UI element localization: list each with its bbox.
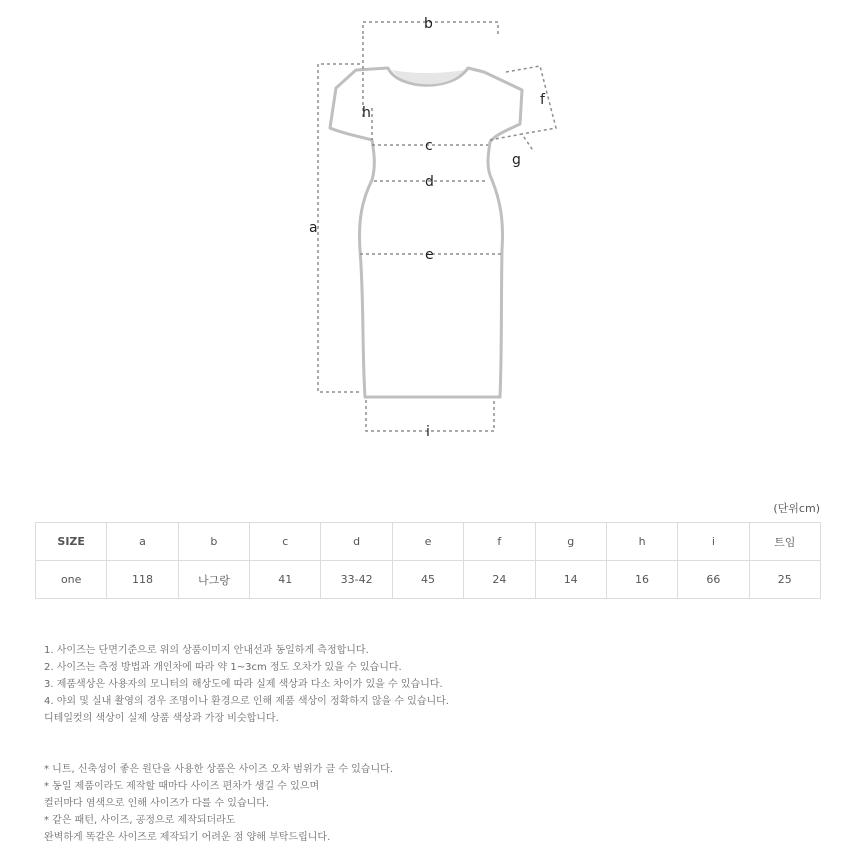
label-d: d (425, 174, 434, 190)
note-line: 디테일컷의 색상이 실제 상품 색상과 가장 비슷합니다. (44, 713, 279, 724)
cell-i: 66 (678, 561, 749, 599)
cell-a: 118 (107, 561, 178, 599)
label-f: f (540, 92, 545, 108)
unit-label: (단위cm) (773, 502, 820, 515)
table-row (36, 561, 821, 599)
size-table-header-row (36, 523, 821, 561)
note-line: 2. 사이즈는 측정 방법과 개인차에 따라 약 1~3cm 정도 오차가 있을 수 있습니다. (44, 662, 402, 673)
header-f: f (464, 523, 535, 561)
size-table (35, 522, 821, 599)
cell-c: 41 (250, 561, 321, 599)
note-line: * 니트, 신축성이 좋은 원단을 사용한 상품은 사이즈 오차 범위가 클 수 있습니다. (44, 764, 393, 775)
label-e: e (425, 247, 434, 263)
note-line: 4. 야외 및 실내 촬영의 경우 조명이나 환경으로 인해 제품 색상이 정확하지 않을 수 있습니다. (44, 696, 449, 707)
header-i: i (678, 523, 749, 561)
header-d: d (321, 523, 392, 561)
header-a: a (107, 523, 178, 561)
header-c: c (250, 523, 321, 561)
note-line: 컬러마다 염색으로 인해 사이즈가 다를 수 있습니다. (44, 798, 270, 809)
header-slit: 트임 (749, 523, 820, 561)
label-i: i (426, 424, 430, 440)
note-line: 완벽하게 똑같은 사이즈로 제작되기 어려운 점 양해 부탁드립니다. (44, 832, 331, 843)
header-b: b (178, 523, 249, 561)
dress-outline (330, 68, 522, 397)
cell-g: 14 (535, 561, 606, 599)
label-c: c (425, 138, 433, 154)
label-g: g (512, 152, 521, 168)
cell-slit: 25 (749, 561, 820, 599)
label-a: a (309, 220, 318, 236)
cell-f: 24 (464, 561, 535, 599)
note-line: * 동일 제품이라도 제작할 때마다 사이즈 편차가 생길 수 있으며 (44, 781, 320, 792)
header-e: e (392, 523, 463, 561)
label-b: b (424, 16, 433, 32)
cell-e: 45 (392, 561, 463, 599)
note-line: 3. 제품색상은 사용자의 모니터의 해상도에 따라 실제 색상과 다소 차이가 있을 수 있습니다. (44, 679, 443, 690)
cell-h: 16 (606, 561, 677, 599)
note-line: * 같은 패턴, 사이즈, 공정으로 제작되더라도 (44, 815, 236, 826)
cell-size: one (36, 561, 107, 599)
label-h: h (362, 105, 371, 121)
size-notes (44, 642, 824, 846)
note-line: 1. 사이즈는 단면기준으로 위의 상품이미지 안내선과 동일하게 측정합니다. (44, 645, 369, 656)
header-h: h (606, 523, 677, 561)
header-g: g (535, 523, 606, 561)
cell-b: 나그랑 (178, 561, 249, 599)
header-size: SIZE (36, 523, 107, 561)
cell-d: 33-42 (321, 561, 392, 599)
